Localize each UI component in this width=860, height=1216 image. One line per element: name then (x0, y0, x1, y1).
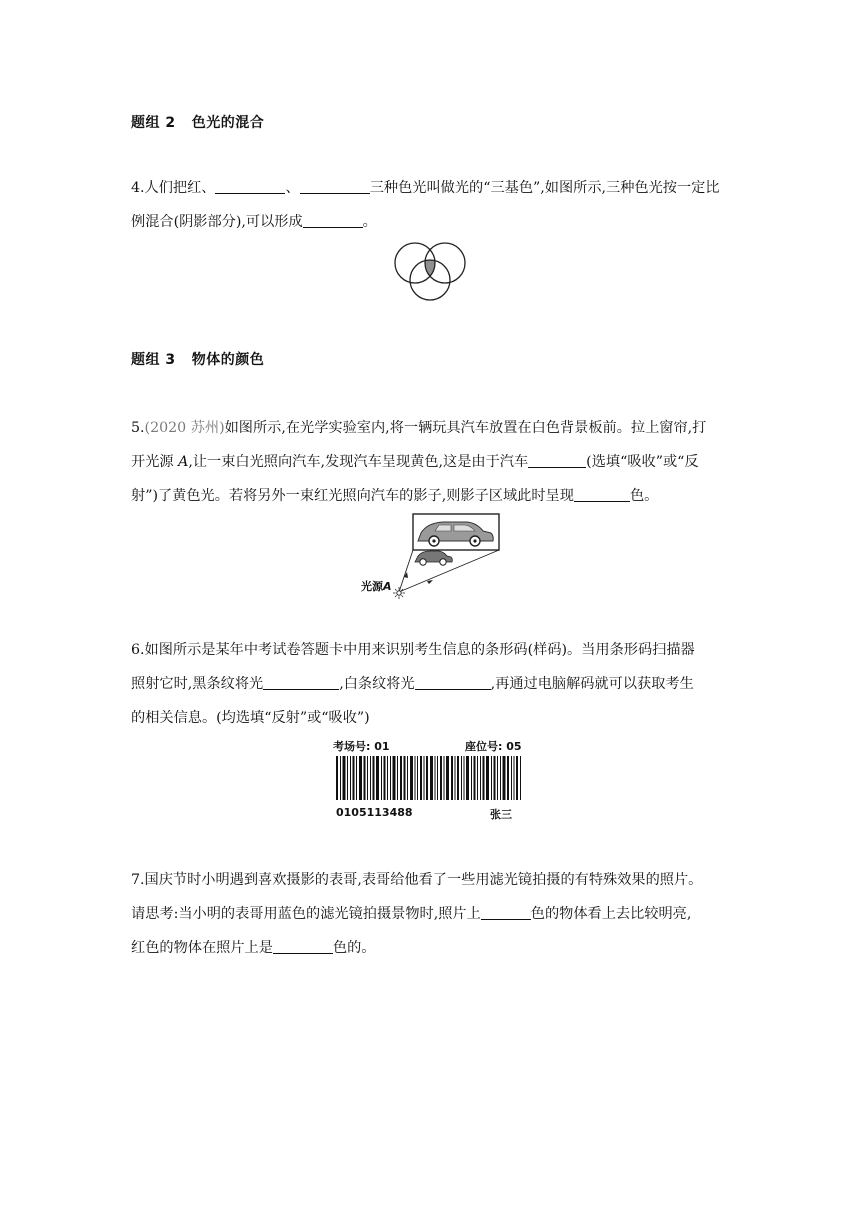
barcode-bar (514, 756, 515, 800)
barcode-bar (353, 756, 355, 800)
group2-label: 题组 2 (131, 115, 176, 131)
barcode-bar (457, 756, 459, 800)
barcode-bar (390, 756, 391, 800)
ray-arrow-2 (427, 580, 433, 584)
q6-line-2: 照射它时,黑条纹将光 ,白条纹将光 ,再通过电脑解码就可以获取考生 (131, 676, 694, 692)
q7-line-2: 请思考:当小明的表哥用蓝色的滤光镜拍摄景物时,照片上 色的物体看上去比较明亮, (131, 906, 692, 922)
q6-blank-2[interactable] (415, 674, 491, 690)
barcode-bar (466, 756, 469, 800)
barcode-bar (464, 756, 465, 800)
barcode-bar (404, 756, 406, 800)
barcode-bar (397, 756, 398, 800)
q5-line-3: 射”)了黄色光。若将另外一束红光照向汽车的影子,则影子区域此时呈现 色。 (131, 488, 659, 504)
question-5 (131, 411, 731, 513)
barcode-bar (400, 756, 402, 800)
barcode-bar (503, 756, 506, 800)
barcode-bar (370, 756, 371, 800)
q5-line-2: 开光源 A,让一束白光照向汽车,发现汽车呈现黄色,这是由于汽车 (选填“吸收”或“反 (131, 454, 699, 470)
barcode-bar (474, 756, 476, 800)
q4-blank-3[interactable] (303, 212, 363, 228)
barcode-bar (446, 756, 449, 800)
barcode-bar (343, 756, 346, 800)
barcode-bar (430, 756, 433, 800)
barcode-room-label: 考场号: 01 (333, 740, 390, 753)
barcode-bar (364, 756, 366, 800)
barcode-bar (507, 756, 509, 800)
barcode-bar (340, 756, 341, 800)
barcode-bar (451, 756, 453, 800)
barcode-seat-label: 座位号: 05 (465, 740, 522, 753)
group3-title: 物体的颜色 (191, 352, 265, 368)
barcode-bar (376, 756, 379, 800)
group3-heading (131, 349, 264, 369)
barcode-bar (424, 756, 425, 800)
q5-blank-2[interactable] (574, 486, 630, 502)
q7-line-3: 红色的物体在照片上是 色的。 (131, 940, 376, 956)
barcode-bar (373, 756, 375, 800)
q7-blank-2[interactable] (273, 938, 333, 954)
barcode-bar (407, 756, 408, 800)
q6-line-1: 6.如图所示是某年中考试卷答题卡中用来识别考生信息的条形码(样码)。当用条形码扫描器 (131, 642, 695, 658)
barcode-bar (381, 756, 382, 800)
barcode-bar (410, 756, 413, 800)
three-circles-figure (390, 236, 470, 304)
barcode-bar (491, 756, 492, 800)
q4-blank-2[interactable] (300, 178, 370, 194)
barcode-bar (511, 756, 512, 800)
barcode-bar (350, 756, 351, 800)
question-6 (131, 633, 731, 735)
barcode-figure (330, 738, 530, 824)
group2-title: 色光的混合 (191, 115, 265, 131)
barcode-bar (420, 756, 422, 800)
barcode-bar (520, 756, 521, 800)
barcode-bar (367, 756, 368, 800)
barcode-bar (356, 756, 357, 800)
barcode-bar (417, 756, 418, 800)
barcode-bar (336, 756, 338, 800)
barcode-bar (359, 756, 362, 800)
group2-heading (131, 112, 264, 132)
barcode-bars (336, 756, 521, 800)
q4-blank-1[interactable] (215, 178, 285, 194)
barcode-bar (516, 756, 518, 800)
light-source-icon (393, 587, 405, 599)
question-4 (131, 171, 731, 239)
barcode-bar (435, 756, 436, 800)
barcode-bar (461, 756, 462, 800)
question-7 (131, 863, 731, 965)
barcode-name: 张三 (490, 808, 512, 821)
barcode-bar (444, 756, 445, 800)
barcode-bar (455, 756, 456, 800)
q5-blank-1[interactable] (528, 452, 586, 468)
toy-car (415, 551, 452, 565)
q7-line-1: 7.国庆节时小明遇到喜欢摄影的表哥,表哥给他看了一些用滤光镜拍摄的有特殊效果的照片。 (131, 872, 703, 888)
barcode-bar (500, 756, 501, 800)
barcode-bar (393, 756, 396, 800)
car-light-figure (355, 510, 505, 602)
q4-line-2: 例混合(阴影部分),可以形成 。 (131, 214, 377, 230)
barcode-bar (387, 756, 388, 800)
barcode-bar (437, 756, 438, 800)
group3-label: 题组 3 (131, 352, 176, 368)
ray-left (399, 550, 413, 592)
barcode-bar (494, 756, 496, 800)
q6-line-3: 的相关信息。(均选填“反射”或“吸收”) (131, 710, 370, 726)
q6-blank-1[interactable] (263, 674, 339, 690)
barcode-bar (415, 756, 416, 800)
barcode-bar (477, 756, 478, 800)
q7-blank-1[interactable] (481, 904, 531, 920)
barcode-bar (347, 756, 348, 800)
barcode-bar (440, 756, 442, 800)
barcode-bar (471, 756, 472, 800)
barcode-bar (426, 756, 428, 800)
barcode-bar (497, 756, 498, 800)
barcode-bar (384, 756, 386, 800)
barcode-number: 0105113488 (336, 806, 413, 819)
barcode-bar (480, 756, 481, 800)
barcode-bar (483, 756, 485, 800)
q4-line-1: 4.人们把红、 、 三种色光叫做光的“三基色”,如图所示,三种色光按一定比 (131, 180, 720, 196)
light-source-label: 光源A (361, 580, 392, 593)
q5-source: (2020 苏州) (144, 420, 225, 436)
barcode-bar (486, 756, 489, 800)
q5-line-1: 5.(2020 苏州)如图所示,在光学实验室内,将一辆玩具汽车放置在白色背景板前。拉上窗帘,打 (131, 420, 707, 436)
